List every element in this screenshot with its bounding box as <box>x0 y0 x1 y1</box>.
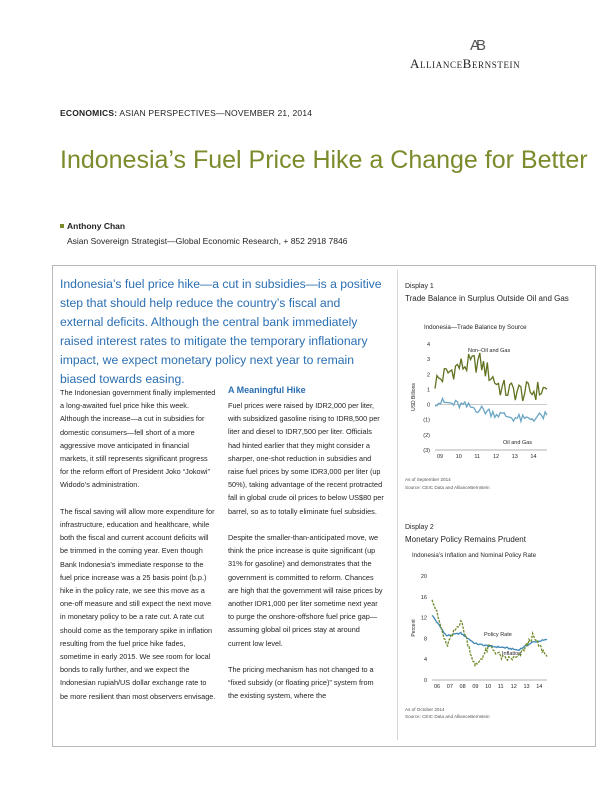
inflation-policy-rate-chart <box>405 566 555 696</box>
y-tick-label: 1 <box>426 387 430 394</box>
x-tick-label: 09 <box>472 684 479 690</box>
sidebar-divider <box>397 270 398 740</box>
y-tick-label: 20 <box>420 574 427 580</box>
display-2-note: As of October 2014 <box>405 707 445 712</box>
x-tick-label: 10 <box>455 454 462 460</box>
body-paragraph: The fiscal saving will allow more expenditure for infrastructure, education and healthcare, while both the fiscal and current account deficits will be trimmed in the coming year. Even though Bank Indonesia’s immediate response to the fuel price increase was a 25 basis point (b.p.) hike in the policy rate, we see this move as a one-off measure and still expect the next move in monetary policy to be a rate cut. A rate cut should come as the temporary spike in inflation resulting from the fuel price hike fades, sometime in early 2015. We see room for local bonds to rally further, and we expect the Indonesian rupiah/US dollar exchange rate to be more resilient than most observers envisage. <box>60 506 216 701</box>
x-tick-label: 11 <box>497 684 504 690</box>
kicker-section: ECONOMICS: <box>60 108 118 118</box>
x-tick-label: 09 <box>437 454 444 460</box>
trade-balance-chart <box>405 336 555 466</box>
display-2-subtitle: Indonesia’s Inflation and Nominal Policy Rate <box>412 552 537 559</box>
y-tick-label: 4 <box>426 342 430 348</box>
page-title: Indonesia’s Fuel Price Hike a Change for Better <box>60 146 588 174</box>
display-1-label: Display 1 <box>405 283 434 290</box>
display-2-title: Monetary Policy Remains Prudent <box>405 535 526 544</box>
y-tick-label: 2 <box>426 372 430 379</box>
display-1-subtitle: Indonesia—Trade Balance by Source <box>424 324 527 331</box>
y-tick-label: 0 <box>426 402 430 409</box>
y-tick-label: 4 <box>423 657 427 664</box>
display-2-source: Source: CEIC Data and AllianceBernstein <box>405 714 490 719</box>
display-2-label: Display 2 <box>405 524 434 531</box>
y-tick-label: (2) <box>423 432 430 439</box>
y-tick-label: 3 <box>426 357 430 364</box>
y-tick-label: 0 <box>423 678 427 684</box>
y-tick-label: 12 <box>420 615 427 622</box>
y-tick-label: (1) <box>423 417 430 424</box>
x-tick-label: 12 <box>510 684 517 690</box>
kicker <box>60 108 312 118</box>
section-heading: A Meaningful Hike <box>228 385 306 395</box>
x-tick-label: 13 <box>523 684 530 690</box>
y-tick-label: 8 <box>423 636 427 643</box>
y-axis-label: USD Billions <box>411 383 417 411</box>
kicker-detail: ASIAN PERSPECTIVES—NOVEMBER 21, 2014 <box>117 108 313 118</box>
body-paragraph: Despite the smaller-than-anticipated move, we think the price increase is quite significant (up 31% for gasoline) and demonstrates that the government is committed to reform. Chances are high that the government will raise prices by another IDR1,000 per liter sometime next year to purge the onshore-offshore fuel price gap—assuming global oil prices stay at around current low level. <box>228 533 383 648</box>
y-tick-label: 16 <box>420 594 427 601</box>
body-column-1 <box>60 386 216 716</box>
series-label: Policy Rate <box>484 632 512 638</box>
display-1-title: Trade Balance in Surplus Outside Oil and Gas <box>405 294 569 303</box>
x-tick-label: 06 <box>434 684 441 690</box>
display-1-note: As of September 2014 <box>405 477 451 482</box>
y-tick-label: (3) <box>423 448 430 454</box>
series-line-0 <box>435 353 547 401</box>
x-tick-label: 12 <box>493 454 500 460</box>
series-line-1 <box>435 399 547 422</box>
alliancebernstein-logo-mark <box>470 36 494 52</box>
author-bullet <box>60 224 64 228</box>
series-label: Oil and Gas <box>503 440 533 446</box>
x-tick-label: 14 <box>536 684 543 690</box>
series-label: Inflation <box>502 651 522 657</box>
brand-logo-text: AllianceBernstein <box>410 56 521 71</box>
x-tick-label: 13 <box>511 454 518 460</box>
author-role: Asian Sovereign Strategist—Global Economic Research, + 852 2918 7846 <box>67 236 348 246</box>
x-tick-label: 07 <box>446 684 453 690</box>
body-paragraph: The Indonesian government finally implemented a long-awaited fuel price hike this week. Although the increase—a cut in subsidies for domestic consumers—fell short of a more aggressive move anticipated in financial markets, it still represents significant progress for the reform effort of President Joko “Jokowi” Widodo’s administration. <box>60 388 216 490</box>
display-1-source: Source: CEIC Data and AllianceBernstein <box>405 485 490 490</box>
series-label: Non–Oil and Gas <box>468 348 511 354</box>
x-tick-label: 08 <box>459 684 466 690</box>
body-paragraph: The pricing mechanism has not changed to a “fixed subsidy (or floating price)” system from the existing system, where the <box>228 665 374 701</box>
author-name: Anthony Chan <box>67 221 126 231</box>
body-paragraph: Fuel prices were raised by IDR2,000 per liter, with subsidized gasoline rising to IDR8,500 per liter and diesel to IDR7,500 per liter. Officials had hinted earlier that they might consider a sharper, one-shot reduction in subsidies and raise fuel prices by some IDR3,000 per liter (up 50%), taking advantage of the recent protracted fall in global crude oil prices to below US$80 per barrel, so as to totally eliminate fuel subsidies. <box>228 401 384 516</box>
body-column-2 <box>228 399 384 716</box>
svg-text:AB: AB <box>470 37 483 52</box>
x-tick-label: 11 <box>474 454 481 460</box>
x-tick-label: 10 <box>485 684 492 690</box>
y-axis-label: Percent <box>411 619 417 637</box>
x-tick-label: 14 <box>530 454 537 460</box>
lead-paragraph: Indonesia’s fuel price hike—a cut in subsidies—is a positive step that should help reduce the country’s fiscal and external deficits. Although the central bank immediately raised interest rates to mitigate the temporary inflationary impact, we expect monetary policy next year to remain biased towards easing. <box>60 277 382 386</box>
